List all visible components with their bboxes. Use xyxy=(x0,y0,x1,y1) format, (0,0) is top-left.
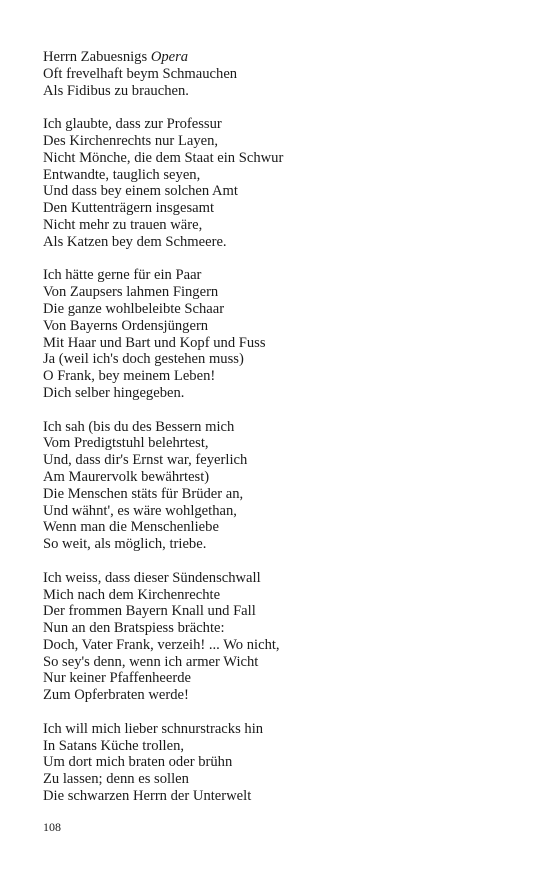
poem-line-text: Entwandte, tauglich seyen, xyxy=(43,166,201,183)
poem-line xyxy=(43,469,513,486)
poem-line-text: Als Fidibus zu brauchen. xyxy=(43,82,189,99)
poem-line xyxy=(43,486,513,503)
poem-line xyxy=(43,570,513,587)
poem-line-text: Nun an den Bratspiess brächte: xyxy=(43,620,225,637)
poem-line-text: Doch, Vater Frank, verzeih! ... Wo nicht, xyxy=(43,636,280,653)
poem-line xyxy=(43,587,513,604)
poem-line-text: O Frank, bey meinem Leben! xyxy=(43,368,216,385)
stanza xyxy=(43,116,513,250)
poem-line-text: So sey's denn, wenn ich armer Wicht xyxy=(43,653,259,670)
poem-line xyxy=(43,503,513,520)
poem-line xyxy=(43,267,513,284)
page-number: 108 xyxy=(43,820,61,834)
poem-line xyxy=(43,318,513,335)
poem-line xyxy=(43,385,513,402)
poem-line xyxy=(43,519,513,536)
poem-line-text: Die schwarzen Herrn der Unterwelt xyxy=(43,788,252,805)
poem-line-text: Und wähnt', es wäre wohlgethan, xyxy=(43,502,237,519)
stanza xyxy=(43,49,513,99)
poem-line xyxy=(43,83,513,100)
poem-line xyxy=(43,301,513,318)
poem-line xyxy=(43,66,513,83)
poem-line xyxy=(43,234,513,251)
poem-line xyxy=(43,217,513,234)
poem-line xyxy=(43,335,513,352)
poem-line-text: Nur keiner Pfaffenheerde xyxy=(43,670,192,687)
poem-line-text: Dich selber hingegeben. xyxy=(43,384,185,401)
poem-line xyxy=(43,116,513,133)
poem-line-text: Ich sah (bis du des Bessern mich xyxy=(43,418,235,435)
poem-line-text: Ich hätte gerne für ein Paar xyxy=(43,267,202,284)
poem-line-text: Ich glaubte, dass zur Professur xyxy=(43,116,222,133)
poem-line-text: Den Kuttenträgern insgesamt xyxy=(43,200,215,217)
poem-line xyxy=(43,788,513,805)
poem-line xyxy=(43,368,513,385)
poem-line-text: Vom Predigtstuhl belehrtest, xyxy=(43,435,209,452)
poem-line-text: Nicht Mönche, die dem Staat ein Schwur xyxy=(43,149,284,166)
poem-line-text: Ich will mich lieber schnurstracks hin xyxy=(43,720,264,737)
poem-line-text: Der frommen Bayern Knall und Fall xyxy=(43,603,256,620)
poem-line xyxy=(43,49,513,66)
poem-line-text: Nicht mehr zu trauen wäre, xyxy=(43,216,203,233)
poem-line xyxy=(43,284,513,301)
stanza xyxy=(43,267,513,401)
poem-line xyxy=(43,435,513,452)
poem-line-text: Und dass bey einem solchen Amt xyxy=(43,183,238,200)
poem-line-text: Mit Haar und Bart und Kopf und Fuss xyxy=(43,334,266,351)
poem-line-text: Ja (weil ich's doch gestehen muss) xyxy=(43,351,244,368)
poem-line xyxy=(43,721,513,738)
poem-line-text: In Satans Küche trollen, xyxy=(43,737,185,754)
poem-line xyxy=(43,654,513,671)
poem-body xyxy=(43,49,513,822)
poem-line-text: Von Zaupsers lahmen Fingern xyxy=(43,284,219,301)
poem-line xyxy=(43,670,513,687)
poem-line xyxy=(43,351,513,368)
poem-line-text: Von Bayerns Ordensjüngern xyxy=(43,317,209,334)
stanza xyxy=(43,419,513,553)
poem-line xyxy=(43,771,513,788)
poem-line-text: Die Menschen stäts für Brüder an, xyxy=(43,485,244,502)
poem-line xyxy=(43,200,513,217)
stanza xyxy=(43,570,513,704)
poem-line-text: Als Katzen bey dem Schmeere. xyxy=(43,233,227,250)
poem-line-text: Zum Opferbraten werde! xyxy=(43,687,189,704)
poem-line xyxy=(43,183,513,200)
poem-line-text: Wenn man die Menschenliebe xyxy=(43,519,219,536)
poem-line-text: Ich weiss, dass dieser Sündenschwall xyxy=(43,569,261,586)
poem-line xyxy=(43,603,513,620)
poem-line xyxy=(43,419,513,436)
poem-line xyxy=(43,167,513,184)
poem-line xyxy=(43,687,513,704)
poem-line xyxy=(43,637,513,654)
poem-line xyxy=(43,452,513,469)
poem-line xyxy=(43,150,513,167)
poem-line xyxy=(43,738,513,755)
poem-line-text: Des Kirchenrechts nur Layen, xyxy=(43,132,219,149)
poem-line xyxy=(43,754,513,771)
poem-line xyxy=(43,536,513,553)
poem-line-text: Zu lassen; denn es sollen xyxy=(43,771,189,788)
poem-line-text: Am Maurervolk bewährtest) xyxy=(43,468,210,485)
poem-line-italic-text: Opera xyxy=(150,49,189,65)
stanza xyxy=(43,721,513,805)
poem-line-text: So weit, als möglich, triebe. xyxy=(43,536,207,553)
poem-line-text: Um dort mich braten oder brühn xyxy=(43,754,233,771)
poem-line-text: Die ganze wohlbeleibte Schaar xyxy=(43,300,225,317)
poem-line-text: Und, dass dir's Ernst war, feyerlich xyxy=(43,452,248,469)
poem-line-text: Oft frevelhaft beym Schmauchen xyxy=(43,65,238,82)
poem-line-text: Mich nach dem Kirchenrechte xyxy=(43,586,221,603)
poem-line xyxy=(43,620,513,637)
poem-line xyxy=(43,133,513,150)
poem-line-text: Herrn Zabuesnigs xyxy=(43,49,151,65)
